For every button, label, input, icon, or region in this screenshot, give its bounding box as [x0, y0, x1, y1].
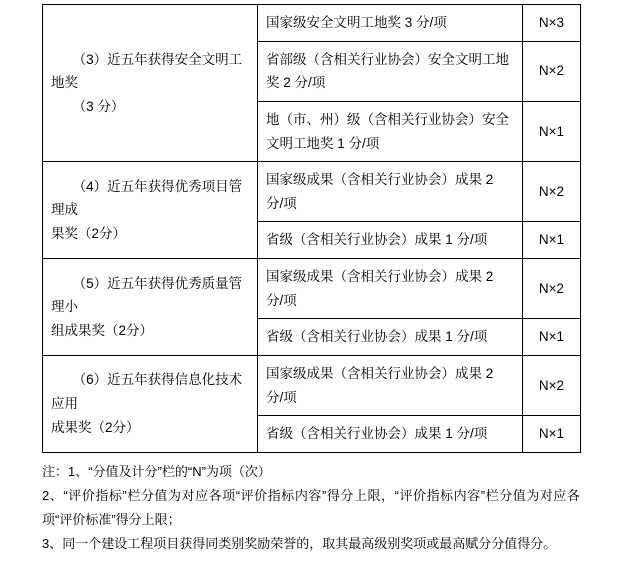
content-cell: 地（市、州）级（含相关行业协会）安全文明工地奖 1 分/项: [258, 101, 523, 161]
content-cell: 省级（含相关行业协会）成果 1 分/项: [258, 416, 523, 453]
criteria-line-1: （5）近五年获得优秀质量管理小: [51, 275, 243, 315]
criteria-line-1: （4）近五年获得优秀项目管理成: [51, 178, 243, 218]
criteria-cell-4: [43, 162, 258, 259]
note-line-2: 2、“评价指标”栏分值为对应各项“评价指标内容”得分上限，“评价指标内容”栏分值为对应各项“评价标准”得分上限；: [42, 487, 580, 527]
criteria-line-2: （3 分）: [72, 98, 125, 114]
content-cell: 国家级成果（含相关行业协会）成果 2 分/项: [258, 162, 523, 222]
criteria-cell-6: [43, 355, 258, 452]
score-cell: N×1: [523, 319, 581, 356]
content-cell: 国家级安全文明工地奖 3 分/项: [258, 5, 523, 42]
criteria-line-1: （6）近五年获得信息化技术应用: [51, 372, 243, 411]
score-cell: N×2: [523, 259, 581, 319]
score-cell: N×3: [523, 5, 581, 42]
content-cell: 国家级成果（含相关行业协会）成果 2 分/项: [258, 355, 523, 415]
document-page: [0, 4, 620, 577]
criteria-line-2: 组成果奖（2分）: [51, 322, 154, 338]
content-cell: 省部级（含相关行业协会）安全文明工地奖 2 分/项: [258, 41, 523, 101]
content-cell: 省级（含相关行业协会）成果 1 分/项: [258, 319, 523, 356]
criteria-cell-3: [43, 5, 258, 162]
criteria-cell-5: [43, 259, 258, 356]
score-cell: N×2: [523, 162, 581, 222]
score-cell: N×1: [523, 101, 581, 161]
criteria-line-2: 果奖（2分）: [51, 225, 127, 241]
table-row: [43, 355, 581, 415]
note-line-3: 3、同一个建设工程项目获得同类别奖励荣誉的，取其最高级别奖项或最高赋分分值得分。: [42, 535, 557, 551]
table-notes: [42, 460, 580, 556]
note-line-1: 注：1、“分值及计分”栏的“N”为项（次）: [42, 463, 271, 479]
table-row: [43, 5, 581, 42]
score-cell: N×2: [523, 355, 581, 415]
criteria-line-1: （3）近五年获得安全文明工地奖: [51, 51, 243, 91]
content-cell: 省级（含相关行业协会）成果 1 分/项: [258, 222, 523, 259]
table-row: [43, 259, 581, 319]
criteria-line-2: 成果奖（2分）: [51, 419, 140, 435]
score-cell: N×1: [523, 416, 581, 453]
score-cell: N×1: [523, 222, 581, 259]
table-row: [43, 162, 581, 222]
score-cell: N×2: [523, 41, 581, 101]
content-cell: 国家级成果（含相关行业协会）成果 2 分/项: [258, 259, 523, 319]
scoring-criteria-table: [42, 4, 581, 453]
